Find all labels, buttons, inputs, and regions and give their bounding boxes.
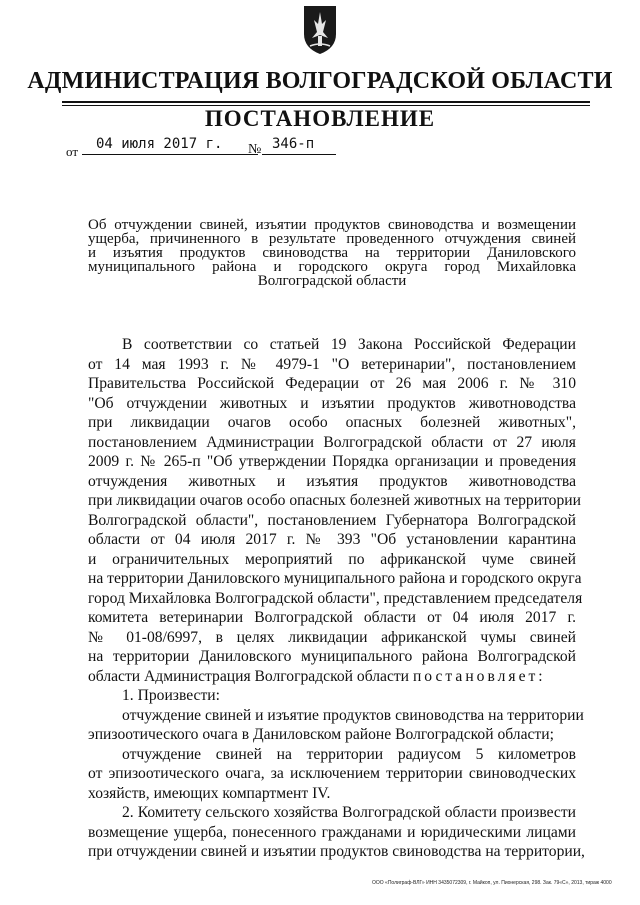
body-line: "Об отчуждении животных и изъятии продуктов животноводства bbox=[88, 394, 576, 412]
clause-2-heading: 2. Комитету сельского хозяйства Волгоградской области произвести bbox=[122, 804, 576, 821]
body-line: Волгоградской области", постановлением Губернатора Волгоградской bbox=[88, 511, 576, 529]
body-line-part: области Администрация Волгоградской области bbox=[88, 667, 410, 685]
body-line: от 14 мая 1993 г. № 4979-1 "О ветеринарии", постановлением bbox=[88, 355, 576, 373]
subject-line: Волгоградской области bbox=[257, 273, 407, 289]
body-line: отчуждение свиней и изъятие продуктов свиноводства на территории bbox=[122, 706, 584, 724]
agency-title: АДМИНИСТРАЦИЯ ВОЛГОГРАДСКОЙ ОБЛАСТИ bbox=[27, 68, 613, 94]
document-type: ПОСТАНОВЛЕНИЕ bbox=[204, 106, 436, 131]
subject-line: ущерба, причиненного в результате проведенного отчуждения свиней bbox=[88, 231, 576, 247]
body-line: при ликвидации очагов особо опасных болезней животных на территории bbox=[88, 492, 581, 509]
body-line: и ограничительных мероприятий по африканской чуме свиней bbox=[88, 550, 576, 568]
subject-line: муниципального района и городского округа город Михайловка bbox=[88, 259, 576, 275]
body-line: отчуждения животных и изъятия продуктов животноводства bbox=[88, 472, 576, 490]
document-body bbox=[88, 335, 585, 862]
body-line: эпизоотического очага в Даниловском районе Волгоградской области; bbox=[88, 726, 554, 743]
body-line: отчуждение свиней на территории радиусом 5 километров bbox=[122, 745, 576, 763]
body-line: хозяйств, имеющих компартмент IV. bbox=[88, 784, 331, 802]
subject-line: и изъятия продуктов свиноводства на территории Даниловского bbox=[88, 245, 576, 261]
header-rule-thick bbox=[62, 101, 590, 103]
body-line: Правительства Российской Федерации от 26 мая 2006 г. № 310 bbox=[88, 375, 576, 392]
date-label: от bbox=[66, 144, 79, 159]
coat-of-arms-icon bbox=[300, 4, 340, 56]
body-line: при отчуждении свиней и изъятии продуктов свиноводства на территории, bbox=[88, 843, 585, 860]
resolve-keyword: постановляет: bbox=[412, 667, 546, 685]
printer-imprint: ООО «Полиграф-ВЛГ» ИНН 3435072309, г. Майкоп, ул. Пионерская, 298. Зак. 79«С», 2013, тираж 4000 bbox=[372, 880, 612, 886]
document-subject bbox=[88, 218, 576, 288]
body-line bbox=[88, 667, 576, 687]
body-line: город Михайловка Волгоградской области", представлением председателя bbox=[88, 589, 583, 607]
subject-line: Об отчуждении свиней, изъятии продуктов свиноводства и возмещении bbox=[88, 217, 576, 233]
body-line: на территории Даниловского муниципального района Волгоградской bbox=[88, 648, 576, 665]
body-line: возмещение ущерба, понесенного гражданами и юридическими лицами bbox=[88, 823, 576, 841]
document-date: 04 июля 2017 г. bbox=[82, 136, 258, 155]
body-line: 2009 г. № 265-п "Об утверждении Порядка организации и проведения bbox=[88, 453, 576, 470]
document-number: 346-п bbox=[262, 136, 336, 155]
body-line: при ликвидации очагов особо опасных болезней животных", bbox=[88, 414, 576, 431]
body-line: области от 04 июля 2017 г. № 393 "Об установлении карантина bbox=[88, 531, 576, 548]
body-line: В соответствии со статьей 19 Закона Российской Федерации bbox=[122, 336, 576, 353]
number-label: № bbox=[248, 142, 262, 157]
body-line: от эпизоотического очага, за исключением территории свиноводческих bbox=[88, 765, 576, 782]
body-line: комитета ветеринарии Волгоградской области от 04 июля 2017 г. bbox=[88, 609, 576, 626]
body-line: постановлением Администрации Волгоградской области от 27 июля bbox=[88, 433, 576, 451]
body-line: на территории Даниловского муниципального района и городского округа bbox=[88, 570, 582, 587]
body-line: № 01-08/6997, в целях ликвидации африканской чумы свиней bbox=[88, 628, 576, 646]
clause-1-heading: 1. Произвести: bbox=[122, 687, 220, 704]
